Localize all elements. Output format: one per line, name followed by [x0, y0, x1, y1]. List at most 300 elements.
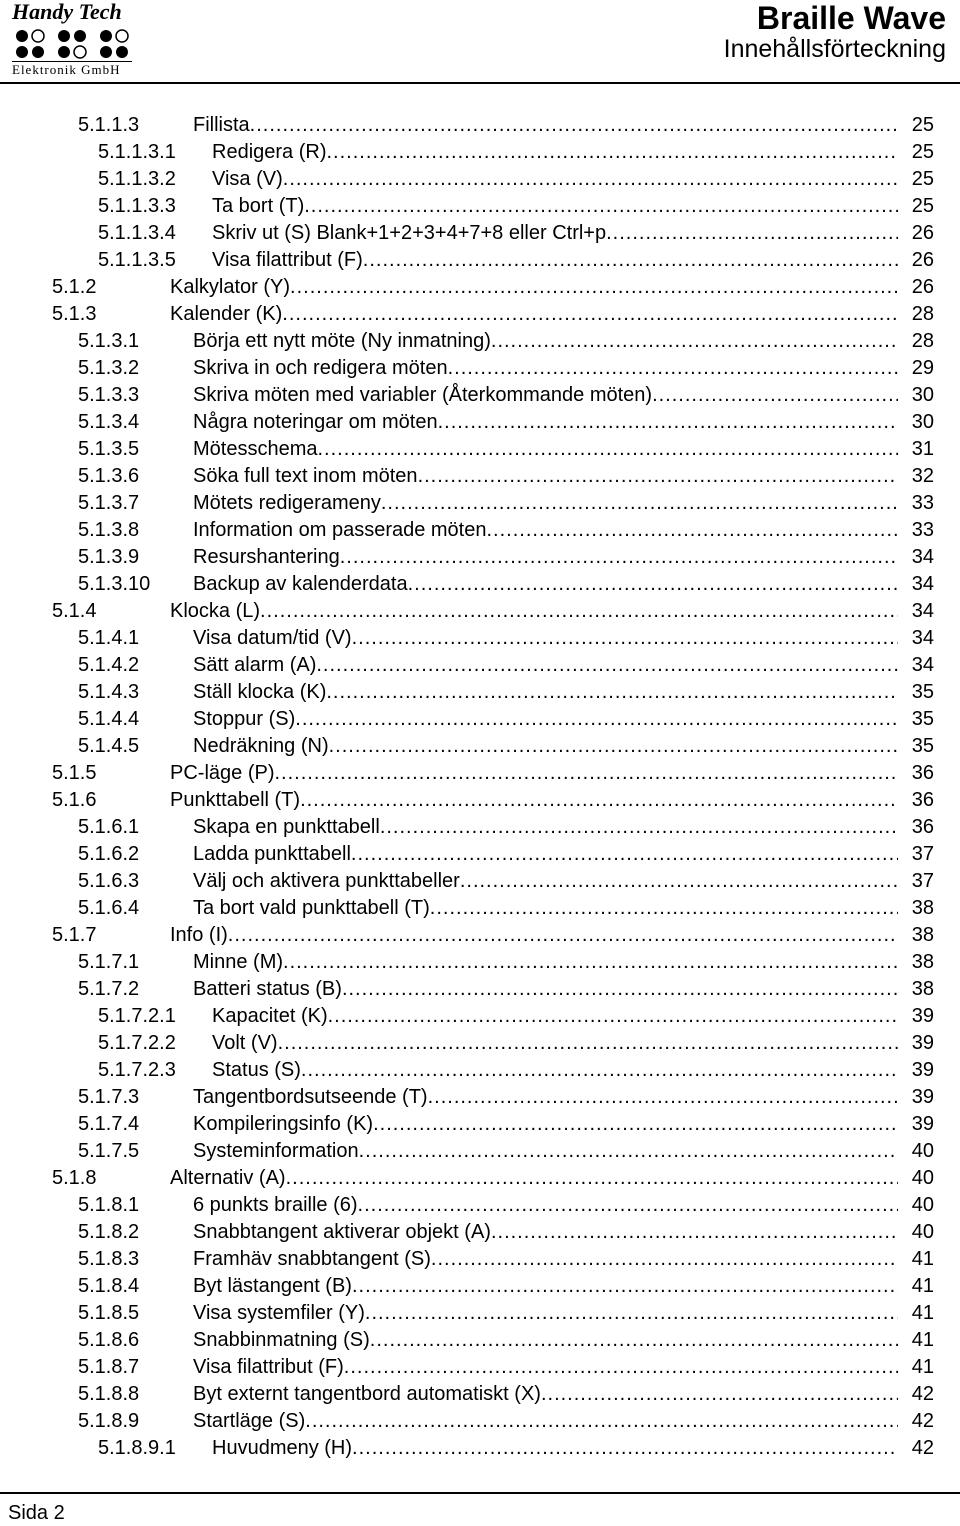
toc-entry[interactable] — [0, 1138, 960, 1165]
toc-entry-number: 5.1.6.2 — [78, 843, 140, 865]
logo-subtitle: Elektronik GmbH — [12, 62, 121, 77]
toc-entry-leader — [212, 193, 898, 220]
toc-entry-page: 26 — [911, 249, 934, 271]
toc-entry-title: Visa filattribut (F) — [193, 1356, 344, 1378]
toc-entry-page: 25 — [911, 168, 934, 190]
toc-entry-number: 5.1.7.2.1 — [98, 1005, 176, 1027]
toc-entry-number: 5.1.3.1 — [78, 330, 140, 352]
toc-entry-number: 5.1.2 — [52, 276, 97, 298]
toc-entry-leader — [193, 1246, 898, 1273]
toc-entry[interactable] — [0, 841, 960, 868]
toc-entry[interactable] — [0, 1165, 960, 1192]
toc-entry-page: 34 — [911, 600, 934, 622]
toc-entry-number: 5.1.7.5 — [78, 1140, 140, 1162]
toc-dot-leader — [250, 112, 898, 139]
section-title: Innehållsförteckning — [723, 35, 946, 63]
toc-entry-number: 5.1.8.1 — [78, 1194, 140, 1216]
toc-entry-leader — [212, 1003, 898, 1030]
toc-entry-title: Tangentbordsutseende (T) — [193, 1086, 428, 1108]
toc-entry-title: Klocka (L) — [170, 600, 261, 622]
toc-entry-page: 29 — [911, 357, 934, 379]
toc-entry-page: 38 — [911, 897, 934, 919]
toc-dot-leader — [373, 1111, 898, 1138]
toc-dot-leader — [606, 220, 898, 247]
toc-entry-number: 5.1.1.3.4 — [98, 222, 176, 244]
toc-entry-title: Batteri status (B) — [193, 978, 342, 1000]
toc-dot-leader — [228, 922, 898, 949]
toc-entry-leader — [193, 949, 898, 976]
toc-entry-leader — [193, 1300, 898, 1327]
toc-entry-title: Ladda punkttabell — [193, 843, 351, 865]
toc-entry-number: 5.1.8.8 — [78, 1383, 140, 1405]
toc-dot-leader — [352, 625, 898, 652]
page-number: Sida 2 — [8, 1502, 65, 1524]
toc-entry-leader — [170, 760, 898, 787]
toc-entry-title: Info (I) — [170, 924, 228, 946]
toc-dot-leader — [340, 544, 898, 571]
toc-entry-leader — [193, 328, 898, 355]
toc-entry-leader — [193, 1084, 898, 1111]
toc-entry-page: 28 — [911, 303, 934, 325]
toc-entry[interactable] — [0, 166, 960, 193]
toc-entry-title: Status (S) — [212, 1059, 301, 1081]
toc-entry-title: Alternativ (A) — [170, 1167, 286, 1189]
toc-entry-number: 5.1.8.5 — [78, 1302, 140, 1324]
toc-entry-leader — [193, 976, 898, 1003]
toc-entry-page: 39 — [911, 1032, 934, 1054]
toc-entry[interactable] — [0, 679, 960, 706]
toc-entry-title: Ta bort (T) — [212, 195, 305, 217]
toc-entry-page: 38 — [911, 951, 934, 973]
toc-entry-leader — [212, 139, 898, 166]
toc-entry-leader — [193, 1273, 898, 1300]
toc-entry-title: Fillista — [193, 114, 250, 136]
toc-entry-number: 5.1.1.3 — [78, 114, 140, 136]
toc-entry-title: Börja ett nytt möte (Ny inmatning) — [193, 330, 491, 352]
toc-entry-title: Minne (M) — [193, 951, 284, 973]
toc-entry-number: 5.1.6 — [52, 789, 97, 811]
toc-entry-title: 6 punkts braille (6) — [193, 1194, 358, 1216]
toc-entry-page: 38 — [911, 924, 934, 946]
toc-entry-page: 38 — [911, 978, 934, 1000]
toc-entry-number: 5.1.1.3.1 — [98, 141, 176, 163]
toc-entry-leader — [193, 1327, 898, 1354]
toc-entry-leader — [193, 733, 898, 760]
toc-entry[interactable] — [0, 1327, 960, 1354]
toc-entry-page: 34 — [911, 654, 934, 676]
toc-entry-title: Volt (V) — [212, 1032, 278, 1054]
toc-entry-number: 5.1.8.3 — [78, 1248, 140, 1270]
toc-entry[interactable] — [0, 1219, 960, 1246]
toc-entry-leader — [170, 274, 898, 301]
toc-entry-title: Skriva in och redigera möten — [193, 357, 448, 379]
toc-entry-title: Visa systemfiler (Y) — [193, 1302, 365, 1324]
toc-entry[interactable] — [0, 1273, 960, 1300]
toc-entry-title: Kalender (K) — [170, 303, 283, 325]
toc-entry[interactable] — [0, 517, 960, 544]
toc-entry[interactable] — [0, 1192, 960, 1219]
toc-entry[interactable] — [0, 814, 960, 841]
toc-dot-leader — [274, 760, 898, 787]
toc-entry[interactable] — [0, 706, 960, 733]
toc-entry-number: 5.1.8 — [52, 1167, 97, 1189]
toc-entry-leader — [193, 841, 898, 868]
toc-entry-title: Stoppur (S) — [193, 708, 296, 730]
toc-entry-leader — [193, 517, 898, 544]
toc-entry[interactable] — [0, 760, 960, 787]
toc-entry-title: PC-läge (P) — [170, 762, 275, 784]
toc-dot-leader — [283, 166, 898, 193]
toc-entry-page: 36 — [911, 816, 934, 838]
toc-entry[interactable] — [0, 1381, 960, 1408]
toc-entry-page: 28 — [911, 330, 934, 352]
toc-entry[interactable] — [0, 922, 960, 949]
toc-dot-leader — [304, 193, 898, 220]
toc-entry-page: 25 — [911, 195, 934, 217]
toc-entry-title: Ställ klocka (K) — [193, 681, 327, 703]
toc-entry-number: 5.1.7 — [52, 924, 97, 946]
toc-entry-leader — [193, 436, 898, 463]
toc-entry-leader — [193, 1354, 898, 1381]
toc-dot-leader — [329, 733, 898, 760]
toc-dot-leader — [260, 598, 898, 625]
toc-entry-page: 40 — [911, 1167, 934, 1189]
toc-entry[interactable] — [0, 544, 960, 571]
toc-entry-number: 5.1.8.9.1 — [98, 1437, 176, 1459]
toc-entry[interactable] — [0, 1084, 960, 1111]
toc-entry-leader — [193, 571, 898, 598]
toc-entry[interactable] — [0, 112, 960, 139]
toc-entry-number: 5.1.3.5 — [78, 438, 140, 460]
toc-entry-leader — [193, 1381, 898, 1408]
toc-dot-leader — [286, 1165, 898, 1192]
toc-entry[interactable] — [0, 436, 960, 463]
toc-entry[interactable] — [0, 1057, 960, 1084]
toc-dot-leader — [342, 976, 898, 1003]
toc-dot-leader — [381, 490, 898, 517]
toc-dot-leader — [430, 895, 898, 922]
toc-entry-title: Byt externt tangentbord automatiskt (X) — [193, 1383, 541, 1405]
toc-entry-leader — [193, 652, 898, 679]
toc-dot-leader — [301, 1057, 898, 1084]
toc-entry-leader — [212, 220, 898, 247]
toc-entry[interactable] — [0, 1354, 960, 1381]
toc-entry[interactable] — [0, 1246, 960, 1273]
toc-dot-leader — [358, 1192, 898, 1219]
toc-entry-number: 5.1.8.7 — [78, 1356, 140, 1378]
toc-entry-page: 42 — [911, 1410, 934, 1432]
toc-entry-number: 5.1.4.2 — [78, 654, 140, 676]
toc-entry[interactable] — [0, 949, 960, 976]
toc-entry-page: 33 — [911, 519, 934, 541]
toc-dot-leader — [370, 1327, 898, 1354]
toc-entry-leader — [193, 1192, 898, 1219]
toc-entry-title: Välj och aktivera punkttabeller — [193, 870, 460, 892]
toc-entry-leader — [193, 706, 898, 733]
toc-entry-leader — [212, 166, 898, 193]
toc-entry-title: Kapacitet (K) — [212, 1005, 328, 1027]
toc-dot-leader — [491, 328, 898, 355]
toc-entry-title: Ta bort vald punkttabell (T) — [193, 897, 430, 919]
toc-entry-leader — [193, 1408, 898, 1435]
toc-dot-leader — [351, 841, 898, 868]
toc-entry-leader — [170, 301, 898, 328]
toc-entry-number: 5.1.7.1 — [78, 951, 140, 973]
toc-entry-page: 34 — [911, 573, 934, 595]
toc-entry-page: 35 — [911, 681, 934, 703]
toc-entry-leader — [193, 814, 898, 841]
toc-entry-number: 5.1.6.3 — [78, 870, 140, 892]
toc-dot-leader — [380, 814, 898, 841]
toc-entry-number: 5.1.1.3.5 — [98, 249, 176, 271]
toc-entry-title: Några noteringar om möten — [193, 411, 438, 433]
toc-entry-number: 5.1.3.9 — [78, 546, 140, 568]
toc-entry-leader — [193, 490, 898, 517]
toc-entry-title: Mötets redigerameny — [193, 492, 381, 514]
toc-dot-leader — [428, 1084, 898, 1111]
toc-entry[interactable] — [0, 1030, 960, 1057]
toc-entry[interactable] — [0, 652, 960, 679]
toc-entry-title: Sätt alarm (A) — [193, 654, 317, 676]
toc-entry-leader — [193, 868, 898, 895]
toc-dot-leader — [305, 1408, 898, 1435]
toc-entry-page: 40 — [911, 1221, 934, 1243]
toc-entry-title: Kompileringsinfo (K) — [193, 1113, 374, 1135]
toc-entry-leader — [193, 409, 898, 436]
toc-entry-page: 42 — [911, 1383, 934, 1405]
toc-entry-leader — [170, 922, 898, 949]
toc-entry-page: 41 — [911, 1356, 934, 1378]
toc-entry-page: 39 — [911, 1113, 934, 1135]
toc-entry-leader — [193, 625, 898, 652]
toc-entry[interactable] — [0, 274, 960, 301]
toc-entry-number: 5.1.4.5 — [78, 735, 140, 757]
toc-entry[interactable] — [0, 355, 960, 382]
toc-entry-number: 5.1.1.3.2 — [98, 168, 176, 190]
toc-entry-number: 5.1.7.2.3 — [98, 1059, 176, 1081]
toc-entry-title: Snabbtangent aktiverar objekt (A) — [193, 1221, 491, 1243]
toc-entry-page: 39 — [911, 1005, 934, 1027]
toc-entry-page: 35 — [911, 708, 934, 730]
toc-entry-page: 25 — [911, 114, 934, 136]
toc-dot-leader — [328, 1003, 898, 1030]
toc-entry[interactable] — [0, 409, 960, 436]
toc-entry-page: 36 — [911, 789, 934, 811]
toc-entry-leader — [212, 1435, 898, 1462]
toc-entry-leader — [193, 355, 898, 382]
braille-dots-icon — [14, 28, 138, 60]
toc-entry[interactable] — [0, 247, 960, 274]
toc-dot-leader — [460, 868, 898, 895]
toc-entry-title: Resurshantering — [193, 546, 340, 568]
toc-entry[interactable] — [0, 328, 960, 355]
toc-entry-title: Skapa en punkttabell — [193, 816, 380, 838]
toc-entry-page: 26 — [911, 276, 934, 298]
toc-entry-number: 5.1.8.4 — [78, 1275, 140, 1297]
toc-dot-leader — [359, 1138, 898, 1165]
toc-entry-number: 5.1.3.4 — [78, 411, 140, 433]
toc-entry-page: 41 — [911, 1275, 934, 1297]
toc-entry-title: Huvudmeny (H) — [212, 1437, 353, 1459]
toc-entry-page: 25 — [911, 141, 934, 163]
toc-entry-number: 5.1.7.4 — [78, 1113, 140, 1135]
toc-entry-title: Punkttabell (T) — [170, 789, 301, 811]
toc-entry-page: 41 — [911, 1302, 934, 1324]
toc-entry[interactable] — [0, 598, 960, 625]
toc-entry[interactable] — [0, 139, 960, 166]
toc-entry[interactable] — [0, 571, 960, 598]
toc-entry-page: 31 — [911, 438, 934, 460]
toc-entry[interactable] — [0, 1300, 960, 1327]
toc-dot-leader — [363, 247, 898, 274]
toc-entry-page: 36 — [911, 762, 934, 784]
toc-entry-number: 5.1.5 — [52, 762, 97, 784]
toc-entry[interactable] — [0, 625, 960, 652]
toc-entry-page: 35 — [911, 735, 934, 757]
toc-entry-leader — [170, 598, 898, 625]
toc-entry-number: 5.1.3.10 — [78, 573, 151, 595]
toc-entry[interactable] — [0, 490, 960, 517]
toc-entry[interactable] — [0, 976, 960, 1003]
toc-entry-number: 5.1.3.7 — [78, 492, 140, 514]
toc-entry-title: Nedräkning (N) — [193, 735, 329, 757]
product-title: Braille Wave — [756, 0, 946, 36]
toc-dot-leader — [344, 1354, 898, 1381]
toc-entry-leader — [193, 382, 898, 409]
toc-entry[interactable] — [0, 733, 960, 760]
toc-entry[interactable] — [0, 220, 960, 247]
toc-dot-leader — [448, 355, 898, 382]
toc-entry-number: 5.1.8.9 — [78, 1410, 140, 1432]
toc-entry-leader — [193, 463, 898, 490]
toc-entry-page: 39 — [911, 1059, 934, 1081]
toc-entry-number: 5.1.3.3 — [78, 384, 140, 406]
toc-entry-leader — [193, 679, 898, 706]
toc-dot-leader — [326, 139, 898, 166]
toc-entry-number: 5.1.8.2 — [78, 1221, 140, 1243]
header-rule — [0, 82, 960, 84]
toc-dot-leader — [316, 652, 898, 679]
toc-entry-leader — [170, 1165, 898, 1192]
toc-dot-leader — [300, 787, 898, 814]
toc-entry[interactable] — [0, 1435, 960, 1462]
toc-entry-number: 5.1.4 — [52, 600, 97, 622]
toc-dot-leader — [491, 1219, 898, 1246]
toc-entry-title: Mötesschema — [193, 438, 318, 460]
toc-entry-title: Startläge (S) — [193, 1410, 306, 1432]
toc-entry-leader — [193, 112, 898, 139]
toc-entry-title: Visa (V) — [212, 168, 283, 190]
toc-entry-leader — [170, 787, 898, 814]
toc-entry-title: Information om passerade möten — [193, 519, 487, 541]
toc-entry-title: Systeminformation — [193, 1140, 359, 1162]
toc-entry-title: Söka full text inom möten — [193, 465, 418, 487]
toc-entry-title: Backup av kalenderdata — [193, 573, 408, 595]
toc-entry-page: 37 — [911, 843, 934, 865]
toc-entry[interactable] — [0, 1408, 960, 1435]
toc-entry[interactable] — [0, 463, 960, 490]
toc-dot-leader — [652, 382, 898, 409]
toc-entry[interactable] — [0, 193, 960, 220]
toc-entry-number: 5.1.1.3.3 — [98, 195, 176, 217]
toc-entry-page: 33 — [911, 492, 934, 514]
toc-entry[interactable] — [0, 1111, 960, 1138]
toc-entry-number: 5.1.3.8 — [78, 519, 140, 541]
toc-dot-leader — [487, 517, 899, 544]
toc-entry-title: Snabbinmatning (S) — [193, 1329, 370, 1351]
toc-entry-leader — [193, 895, 898, 922]
table-of-contents — [0, 112, 960, 1462]
toc-entry-page: 37 — [911, 870, 934, 892]
toc-entry-number: 5.1.3 — [52, 303, 97, 325]
toc-entry-leader — [212, 1030, 898, 1057]
toc-entry-page: 30 — [911, 411, 934, 433]
toc-dot-leader — [282, 301, 898, 328]
toc-entry-number: 5.1.6.1 — [78, 816, 140, 838]
toc-entry-page: 26 — [911, 222, 934, 244]
toc-entry-title: Skriv ut (S) Blank+1+2+3+4+7+8 eller Ctrl+p — [212, 222, 607, 244]
toc-entry-leader — [193, 544, 898, 571]
toc-entry[interactable] — [0, 1003, 960, 1030]
toc-entry[interactable] — [0, 895, 960, 922]
toc-entry-number: 5.1.7.3 — [78, 1086, 140, 1108]
toc-entry-leader — [212, 1057, 898, 1084]
toc-entry-page: 34 — [911, 546, 934, 568]
toc-entry-title: Byt lästangent (B) — [193, 1275, 352, 1297]
toc-entry-title: Skriva möten med variabler (Återkommande möten) — [193, 384, 653, 406]
toc-entry-page: 40 — [911, 1194, 934, 1216]
toc-entry[interactable] — [0, 787, 960, 814]
toc-dot-leader — [290, 274, 898, 301]
toc-entry-title: Redigera (R) — [212, 141, 327, 163]
toc-entry-leader — [212, 247, 898, 274]
toc-dot-leader — [408, 571, 898, 598]
toc-entry-number: 5.1.3.2 — [78, 357, 140, 379]
toc-entry-page: 42 — [911, 1437, 934, 1459]
toc-entry-page: 40 — [911, 1140, 934, 1162]
toc-entry[interactable] — [0, 868, 960, 895]
toc-dot-leader — [352, 1435, 898, 1462]
toc-dot-leader — [295, 706, 898, 733]
toc-dot-leader — [438, 409, 898, 436]
toc-dot-leader — [318, 436, 899, 463]
toc-dot-leader — [431, 1246, 898, 1273]
toc-entry-number: 5.1.6.4 — [78, 897, 140, 919]
toc-dot-leader — [541, 1381, 898, 1408]
toc-entry-number: 5.1.4.4 — [78, 708, 140, 730]
toc-entry[interactable] — [0, 301, 960, 328]
toc-dot-leader — [326, 679, 898, 706]
toc-entry-number: 5.1.4.1 — [78, 627, 140, 649]
page-header — [724, 0, 946, 64]
toc-entry-number: 5.1.7.2 — [78, 978, 140, 1000]
toc-dot-leader — [283, 949, 898, 976]
toc-entry-leader — [193, 1138, 898, 1165]
company-logo — [12, 0, 142, 82]
toc-entry-page: 32 — [911, 465, 934, 487]
toc-dot-leader — [278, 1030, 898, 1057]
toc-entry-page: 41 — [911, 1248, 934, 1270]
toc-dot-leader — [418, 463, 898, 490]
toc-entry-page: 30 — [911, 384, 934, 406]
toc-entry-page: 39 — [911, 1086, 934, 1108]
toc-entry-leader — [193, 1219, 898, 1246]
toc-entry[interactable] — [0, 382, 960, 409]
toc-entry-number: 5.1.4.3 — [78, 681, 140, 703]
toc-entry-title: Kalkylator (Y) — [170, 276, 291, 298]
logo-wordmark: Handy Tech — [12, 0, 122, 24]
toc-entry-number: 5.1.3.6 — [78, 465, 140, 487]
